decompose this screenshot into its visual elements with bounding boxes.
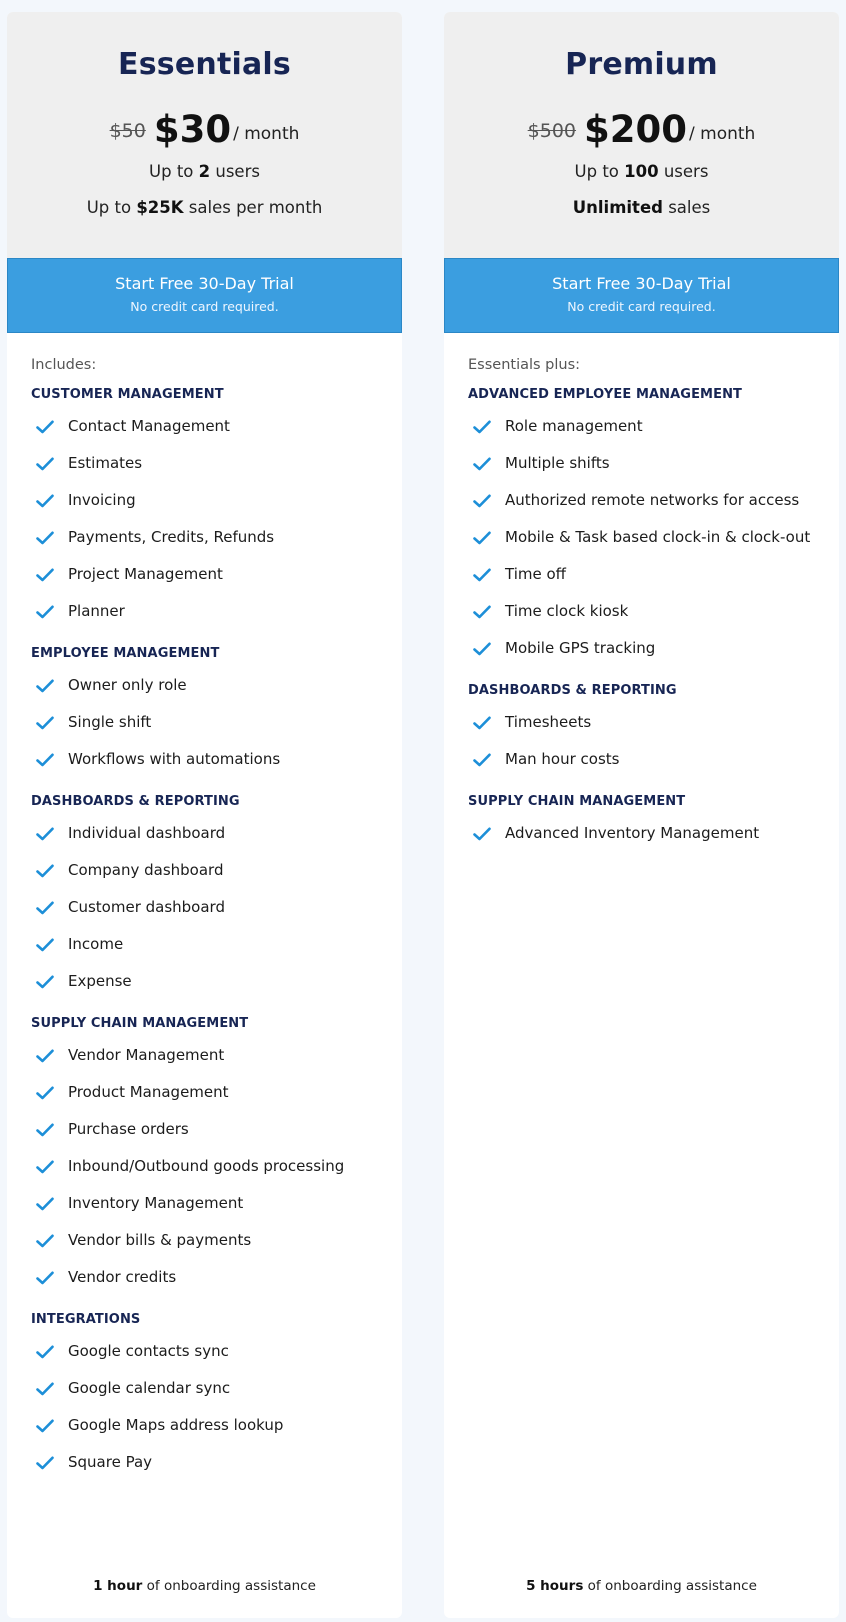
feature-label: Estimates [68,454,143,472]
sales-limit-suffix: sales per month [183,198,323,217]
user-limit [7,154,402,190]
feature-item [31,1037,378,1074]
sales-limit-suffix: sales [662,198,711,217]
check-icon [473,457,491,471]
feature-label: Contact Management [68,417,230,435]
sales-limit-prefix: Up to [86,198,137,217]
plan-card-essentials [7,12,402,1618]
feature-item [31,519,378,556]
feature-label: Vendor credits [68,1268,177,1286]
check-icon [36,531,54,545]
check-icon [36,1345,54,1359]
feature-item [31,1074,378,1111]
onboarding-text: of onboarding assistance [583,1578,757,1594]
feature-label: Vendor bills & payments [68,1231,252,1249]
sales-limit [444,190,839,226]
feature-item [468,593,815,630]
feature-label: Timesheets [505,713,592,731]
feature-item [31,1148,378,1185]
feature-item [31,852,378,889]
user-limit-suffix: users [658,162,709,181]
trial-button-label: Start Free 30-Day Trial [115,274,294,293]
feature-item [31,1222,378,1259]
check-icon [36,1123,54,1137]
feature-item [468,482,815,519]
sales-limit [7,190,402,226]
section-title: SUPPLY CHAIN MANAGEMENT [31,1016,249,1031]
check-icon [36,827,54,841]
user-limit [444,154,839,190]
feature-item [31,556,378,593]
feature-label: Income [68,935,124,953]
section-title: DASHBOARDS & REPORTING [468,683,677,698]
plan-name: Premium [565,47,718,82]
user-limit-suffix: users [210,162,260,181]
feature-label: Vendor Management [68,1046,225,1064]
feature-label: Expense [68,972,132,990]
check-icon [36,1160,54,1174]
check-icon [36,1456,54,1470]
feature-list [444,333,839,852]
feature-label: Payments, Credits, Refunds [68,528,275,546]
feature-item [31,1259,378,1296]
feature-label: Time off [505,565,566,583]
feature-item [468,556,815,593]
feature-label: Purchase orders [68,1120,189,1138]
feature-label: Square Pay [68,1453,153,1471]
start-trial-button[interactable] [7,258,402,333]
check-icon [36,1382,54,1396]
current-price: $200 [584,108,688,151]
trial-button-note: No credit card required. [567,299,716,314]
feature-item [31,593,378,630]
user-limit-prefix: Up to [574,162,625,181]
feature-label: Company dashboard [68,861,224,879]
feature-label: Planner [68,602,125,620]
check-icon [36,1234,54,1248]
feature-item [31,889,378,926]
feature-item [31,1185,378,1222]
feature-label: Individual dashboard [68,824,226,842]
feature-item [468,704,815,741]
old-price: $500 [527,120,577,142]
check-icon [473,420,491,434]
feature-label: Inbound/Outbound goods processing [68,1157,345,1175]
check-icon [36,457,54,471]
billing-period: / month [689,124,756,144]
onboarding-note [444,1578,839,1594]
feature-label: Advanced Inventory Management [505,824,760,842]
price-row [7,104,402,151]
feature-label: Authorized remote networks for access [505,491,800,509]
feature-item [468,519,815,556]
check-icon [36,494,54,508]
feature-item [31,1407,378,1444]
feature-item [31,1370,378,1407]
feature-label: Workflows with automations [68,750,281,768]
onboarding-note [7,1578,402,1594]
old-price: $50 [109,120,146,142]
check-icon [473,494,491,508]
feature-item [31,963,378,1000]
feature-label: Mobile GPS tracking [505,639,656,657]
feature-label: Project Management [68,565,223,583]
trial-button-label: Start Free 30-Day Trial [552,274,731,293]
sales-limit-value: Unlimited [572,198,663,217]
feature-item [468,445,815,482]
price-row [444,104,839,151]
check-icon [36,753,54,767]
onboarding-text: of onboarding assistance [142,1578,316,1594]
feature-label: Google Maps address lookup [68,1416,284,1434]
check-icon [36,938,54,952]
feature-label: Inventory Management [68,1194,244,1212]
check-icon [473,605,491,619]
section-title: ADVANCED EMPLOYEE MANAGEMENT [468,387,743,402]
user-limit-prefix: Up to [149,162,199,181]
feature-label: Google calendar sync [68,1379,231,1397]
check-icon [36,1197,54,1211]
feature-sections [31,386,378,1481]
check-icon [36,1419,54,1433]
check-icon [473,642,491,656]
check-icon [36,420,54,434]
user-limit-value: 2 [198,162,211,181]
onboarding-hours: 1 hour [93,1578,143,1594]
user-limit-value: 100 [624,162,659,181]
feature-sections [468,386,815,852]
start-trial-button[interactable] [444,258,839,333]
check-icon [473,753,491,767]
check-icon [36,679,54,693]
check-icon [36,1271,54,1285]
feature-item [468,408,815,445]
feature-label: Invoicing [68,491,136,509]
check-icon [36,1086,54,1100]
check-icon [473,827,491,841]
feature-item [31,445,378,482]
check-icon [473,568,491,582]
feature-item [31,741,378,778]
feature-label: Role management [505,417,643,435]
check-icon [36,1049,54,1063]
check-icon [36,605,54,619]
feature-label: Time clock kiosk [505,602,629,620]
check-icon [36,864,54,878]
plan-header [7,12,402,258]
feature-item [31,704,378,741]
feature-label: Mobile & Task based clock-in & clock-out [505,528,811,546]
feature-label: Customer dashboard [68,898,225,916]
check-icon [473,716,491,730]
feature-item [31,1111,378,1148]
feature-intro: Includes: [31,357,97,373]
feature-item [31,667,378,704]
feature-item [31,1444,378,1481]
feature-list [7,333,402,1481]
check-icon [36,716,54,730]
check-icon [473,531,491,545]
feature-item [31,926,378,963]
feature-label: Owner only role [68,676,187,694]
check-icon [36,975,54,989]
section-title: CUSTOMER MANAGEMENT [31,387,224,402]
current-price: $30 [153,108,232,151]
section-title: EMPLOYEE MANAGEMENT [31,646,220,661]
check-icon [36,568,54,582]
check-icon [36,901,54,915]
feature-label: Multiple shifts [505,454,610,472]
feature-intro: Essentials plus: [468,357,581,373]
section-title: SUPPLY CHAIN MANAGEMENT [468,794,686,809]
feature-item [468,741,815,778]
feature-item [31,1333,378,1370]
plan-card-premium [444,12,839,1618]
feature-item [31,815,378,852]
feature-label: Man hour costs [505,750,620,768]
onboarding-hours: 5 hours [526,1578,584,1594]
feature-item [31,408,378,445]
sales-limit-value: $25K [136,198,184,217]
feature-label: Product Management [68,1083,229,1101]
plan-header [444,12,839,258]
section-title: DASHBOARDS & REPORTING [31,794,240,809]
feature-label: Single shift [68,713,152,731]
feature-item [31,482,378,519]
feature-item [468,815,815,852]
trial-button-note: No credit card required. [130,299,279,314]
billing-period: / month [233,124,300,144]
feature-label: Google contacts sync [68,1342,229,1360]
plan-name: Essentials [118,47,291,82]
feature-item [468,630,815,667]
section-title: INTEGRATIONS [31,1312,141,1327]
